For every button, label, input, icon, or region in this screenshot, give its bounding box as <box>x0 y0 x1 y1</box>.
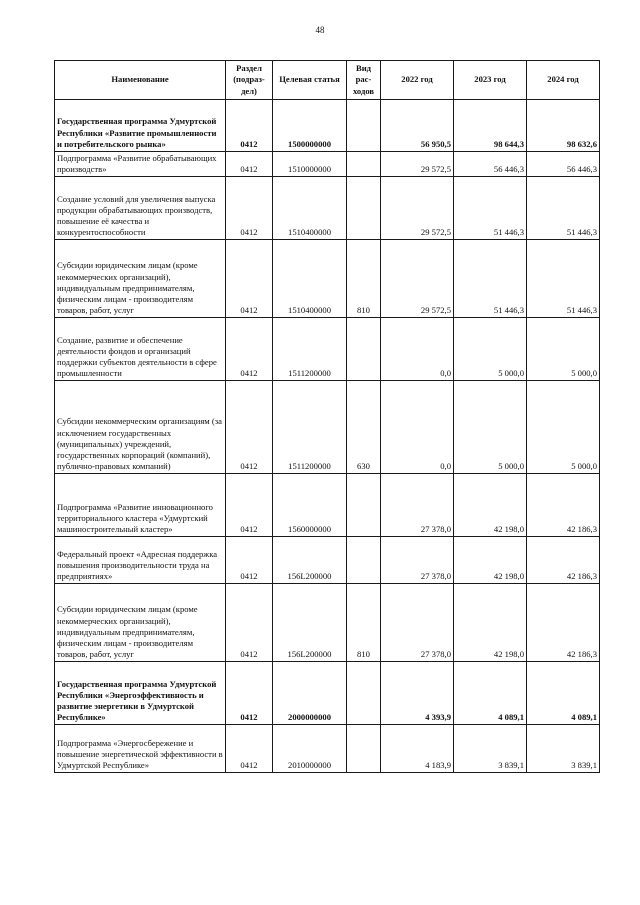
header-expense-type: Вид рас-ходов <box>347 61 381 100</box>
table-row <box>55 177 600 240</box>
cell-y2023: 4 089,1 <box>454 662 527 725</box>
cell-target: 1510400000 <box>273 240 347 318</box>
cell-name: Государственная программа Удмуртской Республики «Развитие промышленности и потребительского рынка» <box>55 100 226 152</box>
cell-target: 2010000000 <box>273 725 347 773</box>
table-row <box>55 537 600 584</box>
cell-name: Подпрограмма «Энергосбережение и повышение энергетической эффективности в Удмуртской Республике» <box>55 725 226 773</box>
cell-y2022: 0,0 <box>381 381 454 474</box>
table-header-row <box>55 61 600 100</box>
cell-name: Подпрограмма «Развитие обрабатывающих производств» <box>55 152 226 177</box>
page-number: 48 <box>315 25 325 35</box>
cell-expense-type <box>347 152 381 177</box>
cell-y2023: 51 446,3 <box>454 177 527 240</box>
cell-section: 0412 <box>226 537 273 584</box>
cell-y2023: 42 198,0 <box>454 474 527 537</box>
header-2023: 2023 год <box>454 61 527 100</box>
cell-section: 0412 <box>226 662 273 725</box>
table-row <box>55 240 600 318</box>
header-2024: 2024 год <box>527 61 600 100</box>
cell-y2024: 56 446,3 <box>527 152 600 177</box>
table-row <box>55 725 600 773</box>
cell-expense-type: 810 <box>347 240 381 318</box>
table-row <box>55 474 600 537</box>
cell-y2024: 42 186,3 <box>527 584 600 662</box>
cell-section: 0412 <box>226 318 273 381</box>
table-row <box>55 152 600 177</box>
cell-section: 0412 <box>226 152 273 177</box>
cell-y2022: 27 378,0 <box>381 474 454 537</box>
cell-expense-type <box>347 318 381 381</box>
table-body <box>55 100 600 773</box>
cell-section: 0412 <box>226 100 273 152</box>
table-row <box>55 100 600 152</box>
cell-y2022: 29 572,5 <box>381 177 454 240</box>
header-2022: 2022 год <box>381 61 454 100</box>
cell-y2022: 4 183,9 <box>381 725 454 773</box>
cell-y2024: 42 186,3 <box>527 474 600 537</box>
cell-y2022: 29 572,5 <box>381 152 454 177</box>
cell-section: 0412 <box>226 725 273 773</box>
cell-y2022: 29 572,5 <box>381 240 454 318</box>
cell-expense-type <box>347 177 381 240</box>
cell-name: Федеральный проект «Адресная поддержка повышения производительности труда на предприятиях» <box>55 537 226 584</box>
cell-y2022: 4 393,9 <box>381 662 454 725</box>
cell-target: 2000000000 <box>273 662 347 725</box>
table-row <box>55 318 600 381</box>
cell-y2023: 3 839,1 <box>454 725 527 773</box>
cell-y2023: 98 644,3 <box>454 100 527 152</box>
cell-y2024: 51 446,3 <box>527 177 600 240</box>
header-section: Раздел (подраз-дел) <box>226 61 273 100</box>
cell-section: 0412 <box>226 584 273 662</box>
cell-y2022: 27 378,0 <box>381 584 454 662</box>
header-target: Целевая статья <box>273 61 347 100</box>
cell-y2024: 3 839,1 <box>527 725 600 773</box>
cell-target: 156L200000 <box>273 584 347 662</box>
cell-target: 156L200000 <box>273 537 347 584</box>
cell-target: 1511200000 <box>273 318 347 381</box>
cell-y2022: 0,0 <box>381 318 454 381</box>
cell-y2023: 56 446,3 <box>454 152 527 177</box>
cell-section: 0412 <box>226 381 273 474</box>
budget-table <box>54 60 600 773</box>
cell-name: Государственная программа Удмуртской Республики «Энергоэффективность и развитие энергетики в Удмуртской Республике» <box>55 662 226 725</box>
cell-y2023: 42 198,0 <box>454 537 527 584</box>
cell-y2024: 98 632,6 <box>527 100 600 152</box>
cell-target: 1510000000 <box>273 152 347 177</box>
table-row <box>55 381 600 474</box>
cell-target: 1511200000 <box>273 381 347 474</box>
cell-y2024: 5 000,0 <box>527 318 600 381</box>
cell-target: 1510400000 <box>273 177 347 240</box>
cell-expense-type <box>347 100 381 152</box>
cell-name: Субсидии юридическим лицам (кроме некоммерческих организаций), индивидуальным предпринимателям, физическим лицам - производителям товаров, работ, услуг <box>55 240 226 318</box>
cell-name: Создание, развитие и обеспечение деятельности фондов и организаций поддержки субъектов деятельности в сфере промышленности <box>55 318 226 381</box>
cell-y2023: 5 000,0 <box>454 318 527 381</box>
cell-y2024: 51 446,3 <box>527 240 600 318</box>
cell-expense-type <box>347 725 381 773</box>
cell-target: 1500000000 <box>273 100 347 152</box>
cell-y2023: 42 198,0 <box>454 584 527 662</box>
cell-name: Субсидии юридическим лицам (кроме некоммерческих организаций), индивидуальным предпринимателям, физическим лицам - производителям товаров, работ, услуг <box>55 584 226 662</box>
cell-section: 0412 <box>226 177 273 240</box>
cell-y2022: 27 378,0 <box>381 537 454 584</box>
cell-y2024: 42 186,3 <box>527 537 600 584</box>
cell-name: Подпрограмма «Развитие инновационного территориального кластера «Удмуртский машиностроительный кластер» <box>55 474 226 537</box>
cell-section: 0412 <box>226 240 273 318</box>
cell-expense-type <box>347 662 381 725</box>
table-row <box>55 662 600 725</box>
cell-target: 1560000000 <box>273 474 347 537</box>
cell-section: 0412 <box>226 474 273 537</box>
cell-expense-type: 630 <box>347 381 381 474</box>
header-name: Наименование <box>55 61 226 100</box>
cell-name: Субсидии некоммерческим организациям (за исключением государственных (муниципальных) учреждений, государственных корпораций (компаний), публично-правовых компаний) <box>55 381 226 474</box>
cell-y2023: 5 000,0 <box>454 381 527 474</box>
cell-expense-type: 810 <box>347 584 381 662</box>
cell-name: Создание условий для увеличения выпуска продукции обрабатывающих производств, повышение её качества и конкурентоспособности <box>55 177 226 240</box>
cell-y2023: 51 446,3 <box>454 240 527 318</box>
cell-y2024: 4 089,1 <box>527 662 600 725</box>
cell-y2022: 56 950,5 <box>381 100 454 152</box>
cell-y2024: 5 000,0 <box>527 381 600 474</box>
cell-expense-type <box>347 474 381 537</box>
table-row <box>55 584 600 662</box>
cell-expense-type <box>347 537 381 584</box>
